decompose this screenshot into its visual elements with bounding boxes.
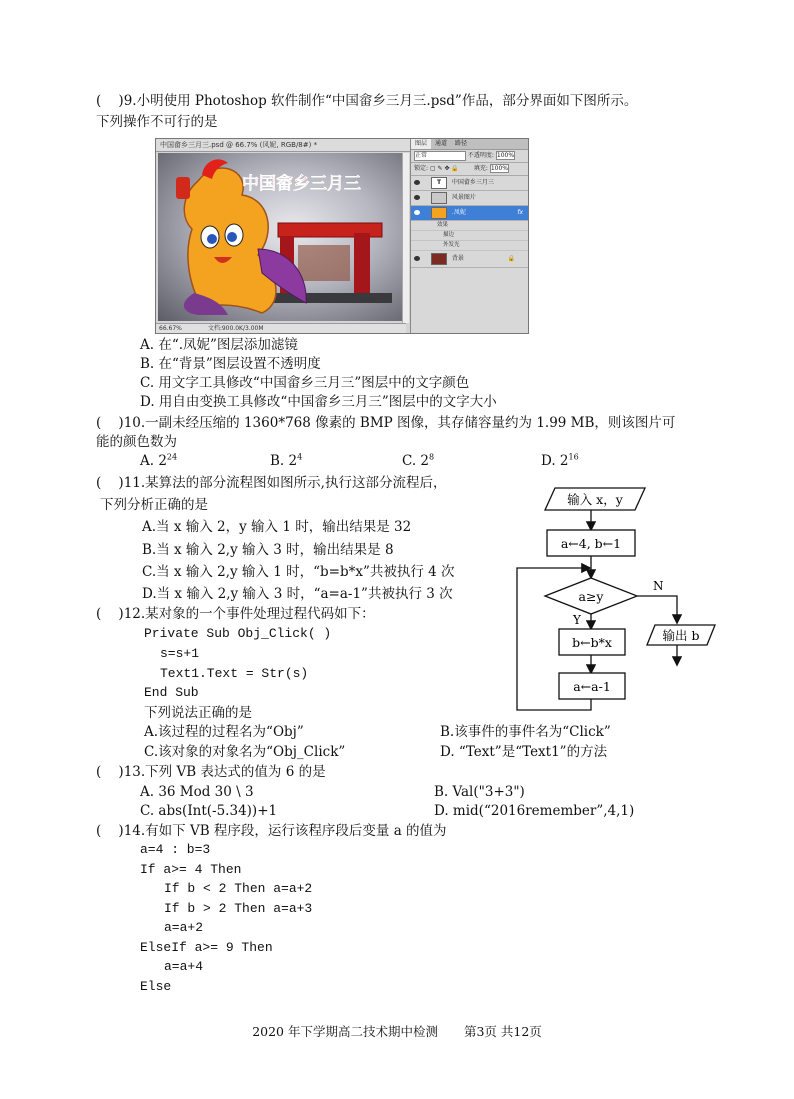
flow-arrow-no [637, 596, 677, 622]
effects-label: 效果 [437, 222, 449, 228]
effect-name: 外发光 [443, 242, 460, 248]
q11-stem-line2: 下列分析正确的是 [100, 497, 208, 513]
q13-stem: ( )13.下列 VB 表达式的值为 6 的是 [96, 764, 326, 780]
phoenix-pupil-left [207, 234, 217, 244]
flow-step2-text: a←a-1 [573, 679, 611, 694]
q14-code-line8: Else [140, 979, 172, 994]
stage-floor [266, 293, 392, 303]
ps-window-title: 中国畲乡三月三.psd @ 66.7% (风妮, RGB/8#) * [156, 139, 410, 152]
q14-stem: ( )14.有如下 VB 程序段，运行该程序段后变量 a 的值为 [96, 823, 447, 839]
layer-row-scenery[interactable] [411, 191, 529, 206]
q12-code-line2: s=s+1 [160, 646, 200, 661]
ps-status-bar [156, 323, 406, 334]
q11-option-c: C.当 x 输入 2,y 输入 1 时，“b=b*x”共被执行 4 次 [142, 564, 455, 580]
q12-option-d: D. “Text”是“Text1”的方法 [440, 744, 608, 760]
q10-stem-line1: ( )10.一副未经压缩的 1360*768 像素的 BMP 图像，其存储容量约为 1.99 MB，则该图片可 [96, 415, 676, 431]
exponent: 8 [429, 452, 435, 462]
opacity-label: 不透明度: [467, 152, 494, 159]
layer-row-background[interactable] [411, 251, 529, 268]
q13-option-b: B. Val("3+3") [434, 784, 525, 800]
gate-background [298, 245, 350, 281]
image-layer-thumb [431, 253, 447, 265]
q12-option-c: C.该对象的对象名为“Obj_Click” [144, 744, 346, 760]
red-seal [176, 177, 190, 199]
eye-icon[interactable] [414, 180, 420, 185]
blend-mode-select[interactable]: 正常 [414, 151, 466, 161]
eye-icon[interactable] [414, 256, 420, 261]
lock-icons[interactable]: ▢ ✎ ✥ 🔒 [429, 165, 459, 172]
q9-stem-line1: ( )9.小明使用 Photoshop 软件制作“中国畲乡三月三.psd”作品，部分界面如下图所示。 [96, 93, 638, 109]
fill-label: 填充: [473, 165, 488, 172]
q14-code-line7: a=a+4 [164, 959, 204, 974]
q11-option-d: D.当 x 输入 2,y 输入 3 时，“a=a-1”共被执行 3 次 [142, 586, 453, 602]
flow-output-text: 输出 b [662, 628, 700, 643]
layer-name: 中国畲乡三月三 [451, 179, 494, 186]
q12-code-line3: Text1.Text = Str(s) [160, 666, 309, 681]
q12-prompt: 下列说法正确的是 [144, 705, 252, 721]
effect-name: 描边 [443, 232, 455, 238]
q10-option-d: D. $2^{16}$ [541, 452, 579, 469]
flow-input-text: 输入 x，y [567, 492, 623, 507]
effect-stroke[interactable] [411, 231, 529, 241]
q10-stem-line2: 能的颜色数为 [96, 434, 177, 450]
flow-init-text: a←4, b←1 [560, 536, 622, 551]
effects-header [411, 221, 529, 231]
fx-badge: fx [517, 209, 523, 216]
q10-option-c: C. $2^8$ [402, 452, 435, 469]
ps-canvas [158, 153, 402, 321]
q9-option-d: D. 用自由变换工具修改“中国畲乡三月三”图层中的文字大小 [140, 394, 497, 410]
q12-option-a: A.该过程的过程名为“Obj” [144, 724, 304, 740]
q9-stem-line2: 下列操作不可行的是 [96, 114, 218, 130]
gate-pillar-right [354, 233, 370, 295]
q13-option-d: D. mid(“2016remember”,4,1) [434, 803, 635, 819]
ps-vertical-scrollbar[interactable] [402, 153, 409, 323]
ps-lock-row [411, 163, 529, 176]
layer-name: 风景图片 [451, 194, 476, 201]
ps-artwork [158, 153, 402, 321]
image-layer-thumb [431, 207, 447, 219]
q11-option-b: B.当 x 输入 2,y 输入 3 时，输出结果是 8 [142, 542, 394, 558]
effect-outer-glow[interactable] [411, 241, 529, 251]
text-layer-thumb: T [431, 177, 447, 189]
ps-doc-info: 文档:900.0K/3.00M [207, 325, 264, 332]
opacity-input[interactable]: 100% [496, 152, 515, 159]
tab-paths[interactable]: 路径 [455, 140, 468, 147]
footer-page-number: 第3页 共12页 [463, 1024, 542, 1039]
q11-stem-line1: ( )11.某算法的部分流程图如图所示,执行这部分流程后， [96, 475, 447, 491]
q9-option-c: C. 用文字工具修改“中国畲乡三月三”图层中的文字颜色 [140, 375, 470, 391]
tab-layers[interactable]: 图层 [411, 139, 431, 149]
flow-step1-text: b←b*x [572, 635, 612, 650]
ps-panel-tabs [411, 139, 529, 150]
q12-code-line4: End Sub [144, 685, 199, 700]
q14-code-line2: If a>= 4 Then [140, 862, 242, 877]
q11-flowchart [505, 480, 730, 715]
q14-code-line6: ElseIf a>= 9 Then [140, 940, 273, 955]
flow-yes-label: Y [573, 613, 581, 627]
q9-option-b: B. 在“背景”图层设置不透明度 [140, 356, 321, 372]
q10-option-b: B. $2^4$ [270, 452, 303, 469]
q14-code-line4: If b > 2 Then a=a+3 [164, 901, 313, 916]
photoshop-screenshot [155, 138, 529, 334]
exponent: 16 [568, 452, 579, 462]
page-footer [0, 1022, 794, 1040]
layer-row-fengni[interactable] [411, 206, 529, 221]
q12-code-line1: Private Sub Obj_Click( ) [144, 626, 332, 641]
q10-option-a: A. $2^{24}$ [140, 452, 178, 469]
lock-icon: 🔒 [507, 255, 515, 262]
q13-option-a: A. 36 Mod 30 \ 3 [140, 784, 254, 800]
layer-name: 背景 [451, 255, 464, 262]
lock-label: 锁定: [414, 165, 429, 172]
exponent: 4 [297, 452, 303, 462]
ps-blend-row [411, 150, 529, 163]
q14-code-line3: If b < 2 Then a=a+2 [164, 881, 313, 896]
q13-option-c: C. abs(Int(-5.34))+1 [140, 803, 278, 819]
q14-code-line1: a=4 : b=3 [140, 842, 211, 857]
q9-option-a: A. 在“.凤妮”图层添加滤镜 [140, 337, 298, 353]
tab-channels[interactable]: 通道 [435, 140, 448, 147]
eye-icon[interactable] [414, 210, 420, 215]
canvas-title-text: 中国畲乡三月三 [242, 174, 361, 194]
flow-decision-text: a≥y [578, 589, 604, 604]
image-layer-thumb [431, 192, 447, 204]
ps-zoom: 66.67% [159, 325, 182, 332]
phoenix-pupil-right [227, 232, 237, 242]
ps-layers-panel [410, 139, 529, 333]
q12-stem: ( )12.某对象的一个事件处理过程代码如下： [96, 606, 375, 622]
exponent: 24 [166, 452, 178, 462]
flow-no-label: N [653, 579, 664, 593]
q14-code-line5: a=a+2 [164, 920, 204, 935]
layer-name: .凤妮 [451, 209, 466, 216]
q11-option-a: A.当 x 输入 2，y 输入 1 时，输出结果是 32 [142, 519, 412, 535]
footer-exam-title: 2020 年下学期高二技术期中检测 [252, 1024, 438, 1039]
eye-icon[interactable] [414, 195, 420, 200]
fill-input[interactable]: 100% [490, 165, 508, 172]
q12-option-b: B.该事件的事件名为“Click” [440, 724, 611, 740]
layer-row-text[interactable] [411, 176, 529, 191]
